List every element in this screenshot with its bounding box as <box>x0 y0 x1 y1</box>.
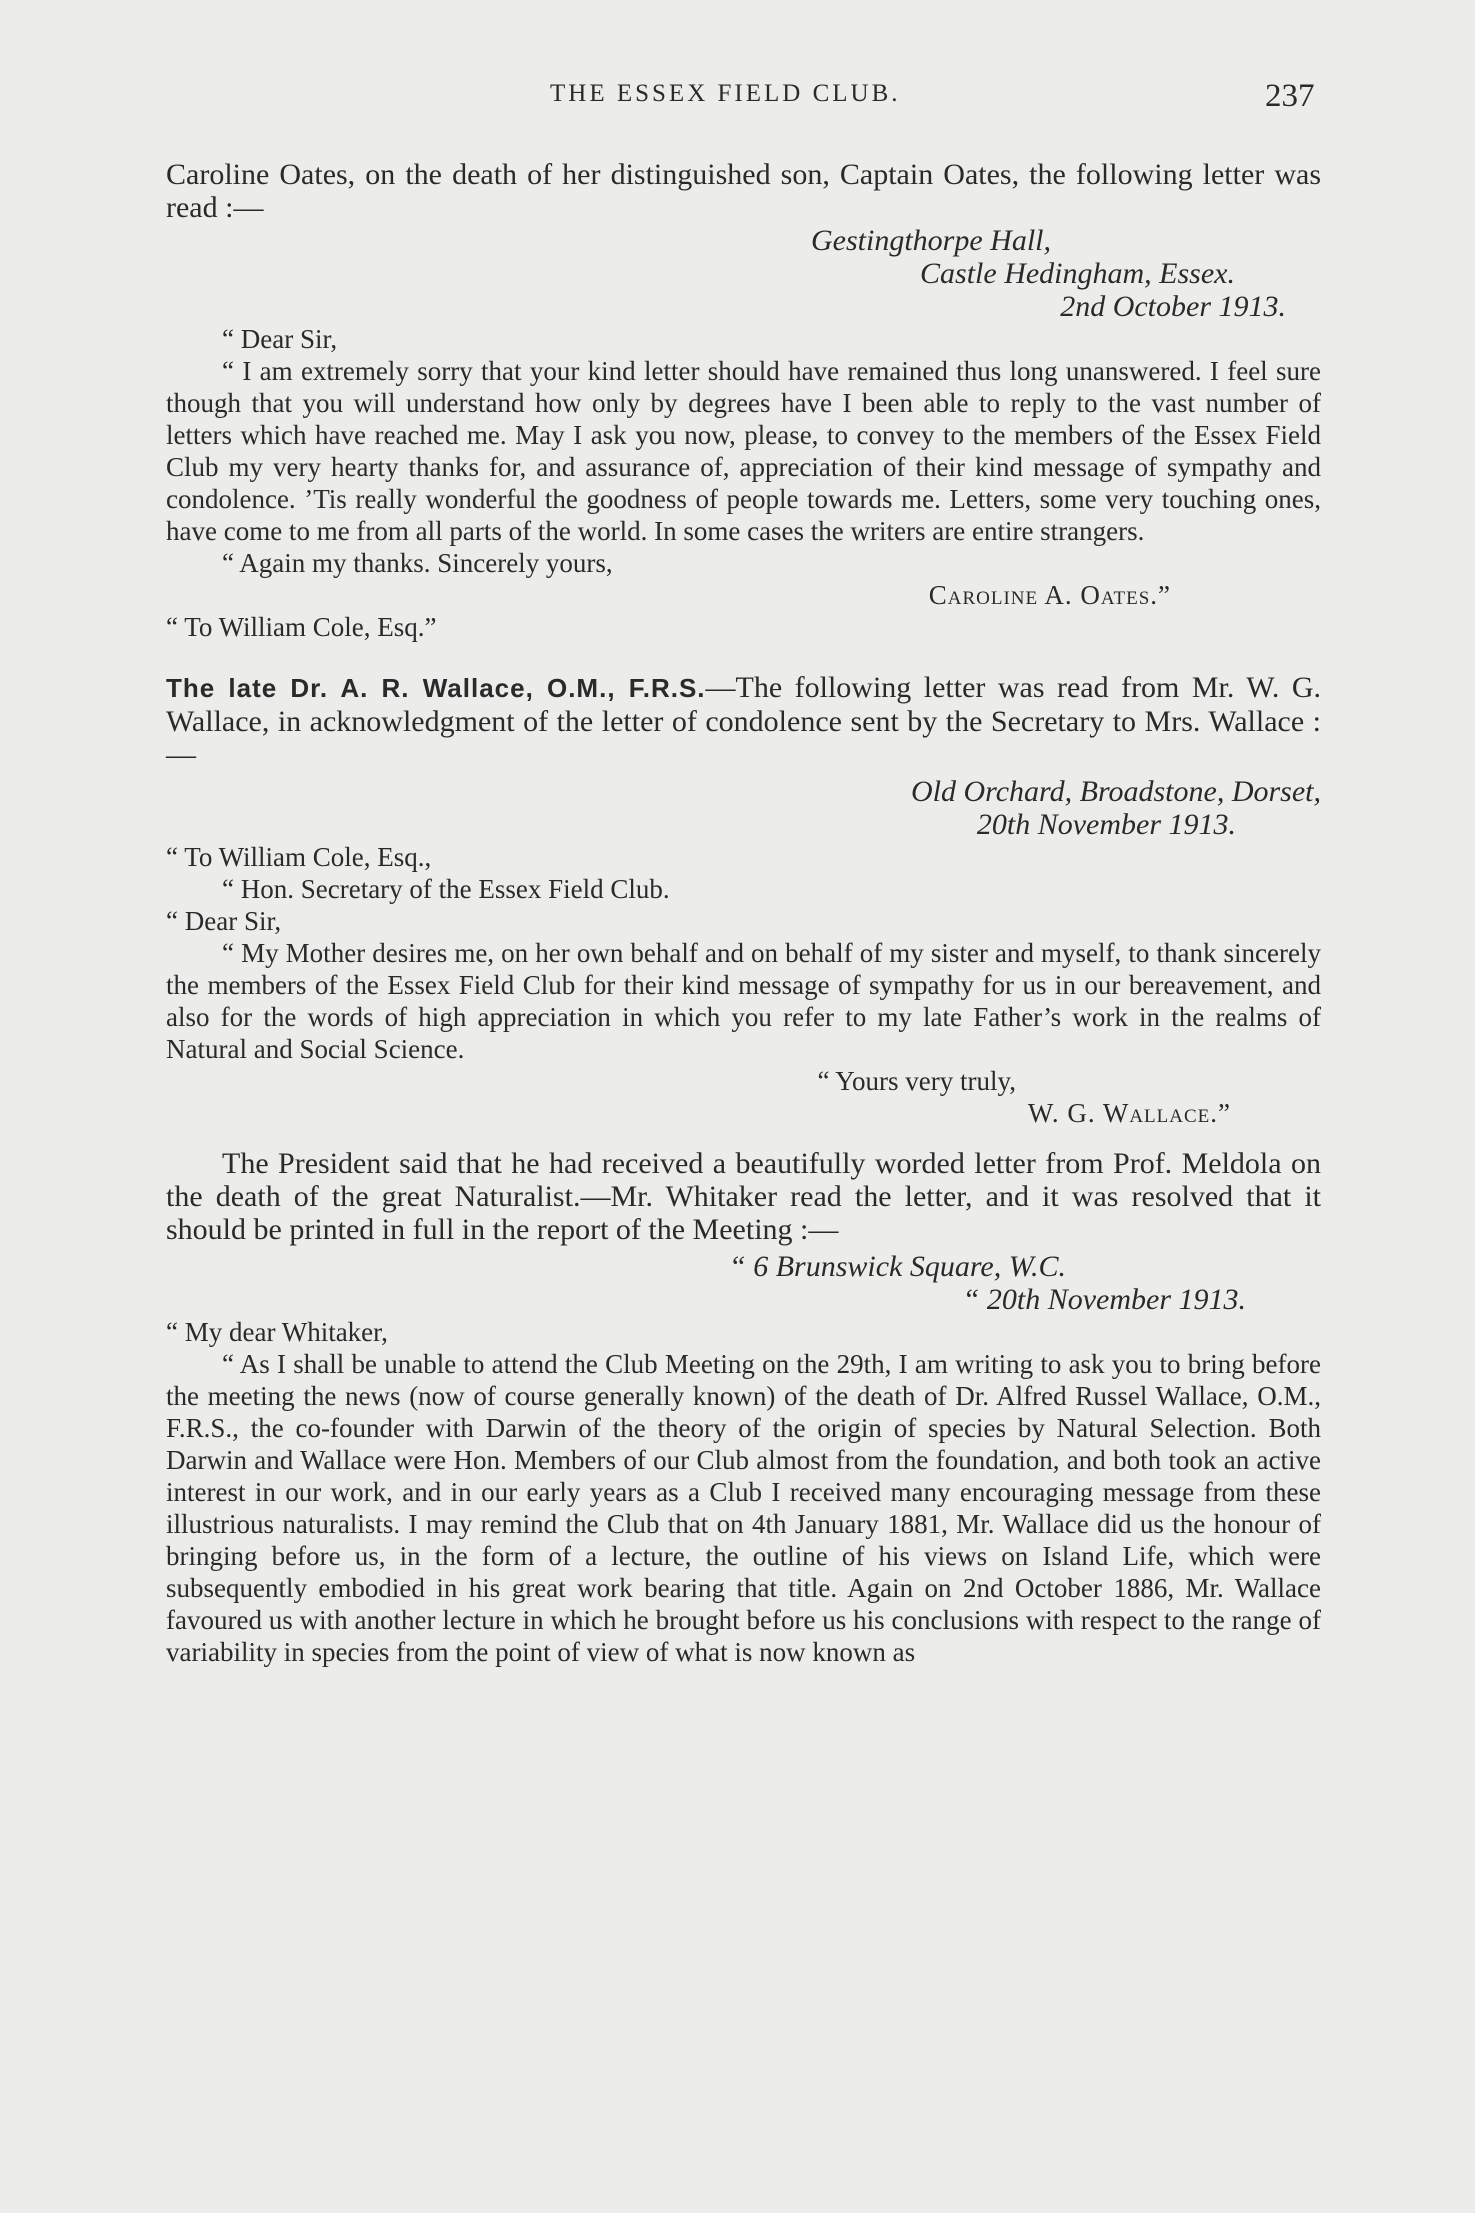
wallace-date: 20th November 1913. <box>976 808 1236 841</box>
meldola-salutation: “ My dear Whitaker, <box>166 1317 388 1347</box>
oates-signature: Caroline A. Oates.” <box>928 580 1171 610</box>
page-number: 237 <box>1265 78 1315 114</box>
oates-salutation: “ Dear Sir, <box>222 324 338 354</box>
wallace-signature: W. G. Wallace.” <box>1027 1098 1231 1128</box>
wallace-salutation: “ Dear Sir, <box>166 906 282 936</box>
oates-thanks: “ Again my thanks. Sincerely yours, <box>222 548 613 578</box>
oates-date: 2nd October 1913. <box>1060 290 1286 323</box>
running-title: THE ESSEX FIELD CLUB. <box>550 80 901 107</box>
meldola-date: “ 20th November 1913. <box>962 1283 1246 1316</box>
meldola-address: “ 6 Brunswick Square, W.C. <box>729 1250 1066 1283</box>
page-header <box>0 78 1475 118</box>
oates-address-line2: Castle Hedingham, Essex. <box>920 257 1235 290</box>
president-paragraph: The President said that he had received a beautifully worded letter from Prof. Meldola on the death of the great Naturalist.—Mr. Whitaker read the letter, and it was resolved that it should be printed in full in the report of the Meeting :— <box>166 1147 1321 1246</box>
wallace-paragraph <box>166 671 1321 771</box>
meldola-paragraph: “ As I shall be unable to attend the Club Meeting on the 29th, I am writing to ask you to bring before the meeting the news (now of course generally known) of the death of Dr. Alfred Russel Wallace, O.M., F.R.S., the co-founder with Darwin of the theory of the origin of species by Natural Selection. Both Darwin and Wallace were Hon. Members of our Club almost from the foundation, and both took an active interest in our work, and in our early years as a Club I received many encouraging message from these illustrious naturalists. I may remind the Club that on 4th January 1881, Mr. Wallace did us the honour of bringing before us, in the form of a lecture, the outline of his views on Island Life, which were subsequently embodied in his great work bearing that title. Again on 2nd October 1886, Mr. Wallace favoured us with another lecture in which he brought before us his conclusions with respect to the range of variability in species from the point of view of what is now known as <box>166 1349 1321 1667</box>
wallace-to-line2: “ Hon. Secretary of the Essex Field Club. <box>222 874 670 904</box>
wallace-letter-paragraph: “ My Mother desires me, on her own behalf and on behalf of my sister and myself, to thank sincerely the members of the Essex Field Club for their kind message of sympathy for us in our bereavement, and also for the words of high appreciation in which you refer to my late Father’s work in the realms of Natural and Social Science. <box>166 938 1321 1064</box>
wallace-closing: “ Yours very truly, <box>817 1066 1016 1096</box>
wallace-heading-rest: —The following letter was read from Mr. W. G. Wallace, in acknowledgment of the letter of condolence sent by the Secretary to Mrs. Wallace :— <box>166 671 1321 771</box>
wallace-to-line1: “ To William Cole, Esq., <box>166 842 432 872</box>
wallace-address: Old Orchard, Broadstone, Dorset, <box>911 775 1321 808</box>
wallace-heading: The late Dr. A. R. Wallace, O.M., F.R.S. <box>166 673 706 703</box>
oates-paragraph: “ I am extremely sorry that your kind letter should have remained thus long unanswered. I feel sure though that you will understand how only by degrees have I been able to reply to the vast number of letters which have reached me. May I ask you now, please, to convey to the members of the Essex Field Club my very hearty thanks for, and assurance of, appreciation of their kind message of sympathy and condolence. ’Tis really wonderful the goodness of people towards me. Letters, some very touching ones, have come to me from all parts of the world. In some cases the writers are entire strangers. <box>166 356 1321 546</box>
oates-intro: Caroline Oates, on the death of her distinguished son, Captain Oates, the following letter was read :— <box>166 158 1321 224</box>
oates-addressee: “ To William Cole, Esq.” <box>166 612 437 642</box>
oates-address-line1: Gestingthorpe Hall, <box>811 224 1051 257</box>
page-body <box>166 158 1321 1668</box>
